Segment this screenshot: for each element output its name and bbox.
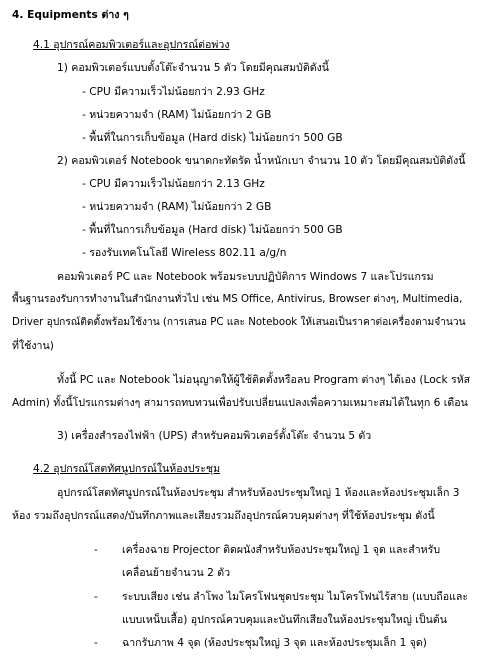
bullet-line: ฉากรับภาพ 4 จุด (ห้องประชุมใหญ่ 3 จุด และห้องประชุมเล็ก 1 จุด) — [122, 637, 427, 649]
bullet-line: ระบบเสียง เช่น ลำโพง ไมโครโฟนชุดประชุม ไมโครโฟนไร้สาย (แบบถือและ — [122, 591, 469, 603]
item-ups-title: 3) เครื่องสำรองไฟฟ้า (UPS) สำหรับคอมพิวเตอร์ตั้งโต๊ะ จำนวน 5 ตัว — [57, 430, 372, 442]
spec-line: - รองรับเทคโนโลยี Wireless 802.11 a/g/n — [82, 247, 287, 259]
paragraph-line: คอมพิวเตอร์ PC และ Notebook พร้อมระบบปฏิบัติการ Windows 7 และโปรแกรม — [57, 271, 434, 283]
paragraph-line: Admin) ทั้งนี้โปรแกรมต่างๆ สามารถทบทวนเพื่อปรับเปลี่ยนแปลงเพื่อความเหมาะสมได้ในทุก 6 เดือน — [12, 397, 468, 409]
spec-line: - CPU มีความเร็วไม่น้อยกว่า 2.13 GHz — [82, 178, 265, 190]
paragraph-line: ห้อง รวมถึงอุปกรณ์แสดง/บันทึกภาพและเสียงรวมถึงอุปกรณ์ควบคุมต่างๆ ที่ใช้ห้องประชุม ดังนี้ — [12, 510, 435, 522]
paragraph-line: Driver อุปกรณ์ติดตั้งพร้อมใช้งาน (การเสนอ PC และ Notebook ให้เสนอเป็นราคาต่อเครื่องตามจำนวน — [12, 317, 466, 328]
paragraph-line: อุปกรณ์โสตทัศนูปกรณ์ในห้องประชุม สำหรับห้องประชุมใหญ่ 1 ห้องและห้องประชุมเล็ก 3 — [57, 487, 460, 499]
bullet-marker: - — [94, 544, 98, 556]
item-notebook-title: 2) คอมพิวเตอร์ Notebook ขนาดกะทัดรัด น้ำหนักเบา จำนวน 10 ตัว โดยมีคุณสมบัติดังนี้ — [57, 155, 466, 167]
section-title: 4. Equipments ต่าง ๆ — [12, 9, 129, 21]
paragraph-line: ทั้งนี้ PC และ Notebook ไม่อนุญาตให้ผู้ใช้ติดตั้งหรือลบ Program ต่างๆ ได้เอง (Lock รหัส — [57, 374, 471, 386]
spec-line: - พื้นที่ในการเก็บข้อมูล (Hard disk) ไม่น้อยกว่า 500 GB — [82, 132, 343, 144]
bullet-line: แบบเหน็บเสื้อ) อุปกรณ์ควบคุมและบันทึกเสียงในห้องประชุมใหญ่ เป็นต้น — [122, 614, 447, 626]
spec-line: - CPU มีความเร็วไม่น้อยกว่า 2.93 GHz — [82, 86, 265, 98]
spec-line: - หน่วยความจำ (RAM) ไม่น้อยกว่า 2 GB — [82, 109, 272, 121]
subsection-heading-4-2: 4.2 อุปกรณ์โสตทัศนูปกรณ์ในห้องประชุม — [33, 463, 221, 475]
paragraph-line: ที่ใช้งาน) — [12, 340, 54, 352]
bullet-line: เครื่องฉาย Projector ติดผนังสำหรับห้องประชุมใหญ่ 1 จุด และสำหรับ — [122, 544, 441, 556]
bullet-line: เคลื่อนย้ายจำนวน 2 ตัว — [122, 567, 231, 579]
subsection-heading-4-1: 4.1 อุปกรณ์คอมพิวเตอร์และอุปกรณ์ต่อพ่วง — [33, 39, 230, 51]
item-desktop-title: 1) คอมพิวเตอร์แบบตั้งโต๊ะจำนวน 5 ตัว โดยมีคุณสมบัติดังนี้ — [57, 62, 330, 74]
paragraph-line: พื้นฐานรองรับการทำงานในสำนักงานทั่วไป เช่น MS Office, Antivirus, Browser ต่างๆ, Multimedia, — [12, 294, 463, 305]
bullet-marker: - — [94, 591, 98, 603]
bullet-marker: - — [94, 637, 98, 649]
spec-line: - พื้นที่ในการเก็บข้อมูล (Hard disk) ไม่น้อยกว่า 500 GB — [82, 224, 343, 236]
spec-line: - หน่วยความจำ (RAM) ไม่น้อยกว่า 2 GB — [82, 201, 272, 213]
